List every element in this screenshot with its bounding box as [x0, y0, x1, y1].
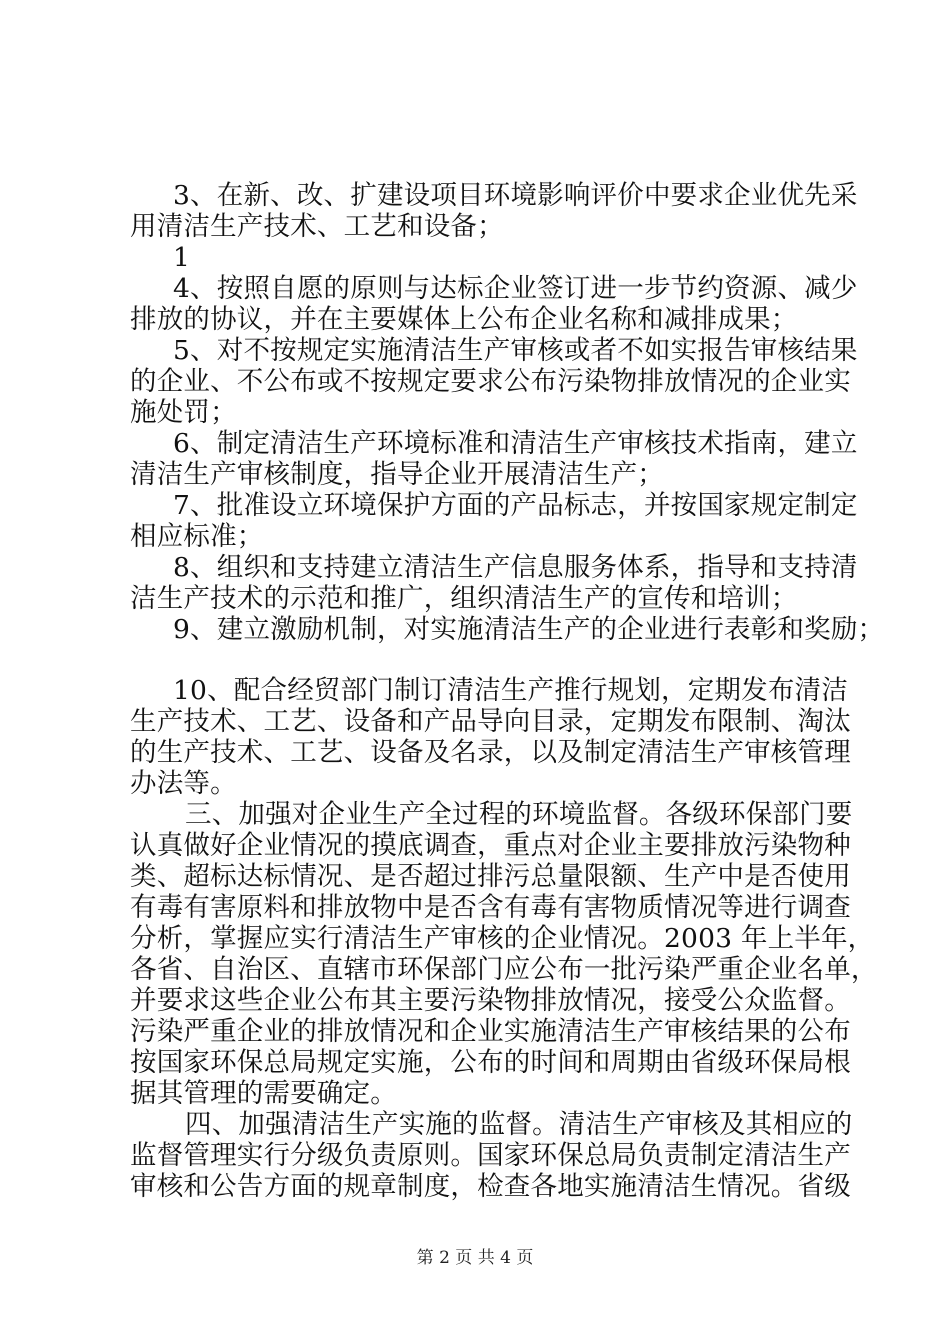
paragraph-line: 8、组织和支持建立清洁生产信息服务体系，指导和支持清 [173, 552, 858, 583]
paragraph-line: 排放的协议，并在主要媒体上公布企业名称和减排成果； [130, 304, 798, 335]
paragraph-line: 施处罚； [130, 397, 237, 428]
paragraph-line: 9、建立激励机制，对实施清洁生产的企业进行表彰和奖励； [173, 614, 885, 645]
paragraph-line: 三、加强对企业生产全过程的环境监督。各级环保部门要 [185, 799, 853, 830]
paragraph-line: 认真做好企业情况的摸底调查，重点对企业主要排放污染物种 [130, 830, 851, 861]
paragraph-line: 并要求这些企业公布其主要污染物排放情况，接受公众监督。 [130, 985, 851, 1016]
paragraph-line: 清洁生产审核制度，指导企业开展清洁生产； [130, 459, 664, 490]
paragraph-line: 按国家环保总局规定实施，公布的时间和周期由省级环保局根 [130, 1047, 851, 1078]
paragraph-line: 污染严重企业的排放情况和企业实施清洁生产审核结果的公布 [130, 1016, 851, 1047]
paragraph-line: 生产技术、工艺、设备和产品导向目录，定期发布限制、淘汰 [130, 706, 851, 737]
paragraph-line: 的企业、不公布或不按规定要求公布污染物排放情况的企业实 [130, 366, 851, 397]
paragraph-line: 有毒有害原料和排放物中是否含有毒有害物质情况等进行调查 [130, 892, 851, 923]
page-footer: 第 2 页 共 4 页 [416, 1248, 534, 1268]
paragraph-line: 各省、自治区、直辖市环保部门应公布一批污染严重企业名单， [130, 954, 878, 985]
paragraph-line: 据其管理的需要确定。 [130, 1078, 397, 1109]
page-number-marker: 1 [173, 242, 191, 273]
paragraph-line: 监督管理实行分级负责原则。国家环保总局负责制定清洁生产 [130, 1140, 851, 1171]
paragraph-line: 10、配合经贸部门制订清洁生产推行规划，定期发布清洁 [173, 675, 848, 706]
paragraph-line: 类、超标达标情况、是否超过排污总量限额、生产中是否使用 [130, 861, 851, 892]
paragraph-line: 的生产技术、工艺、设备及名录，以及制定清洁生产审核管理 [130, 737, 851, 768]
paragraph-line: 分析，掌握应实行清洁生产审核的企业情况。2003 年上半年， [130, 923, 875, 954]
paragraph-line: 4、按照自愿的原则与达标企业签订进一步节约资源、减少 [173, 273, 858, 304]
paragraph-line: 审核和公告方面的规章制度，检查各地实施清洁生情况。省级 [130, 1171, 851, 1202]
paragraph-line: 7、批准设立环境保护方面的产品标志，并按国家规定制定 [173, 490, 858, 521]
paragraph-line: 3、在新、改、扩建设项目环境影响评价中要求企业优先采 [173, 180, 858, 211]
paragraph-line: 相应标准； [130, 521, 264, 552]
paragraph-line: 6、制定清洁生产环境标准和清洁生产审核技术指南，建立 [173, 428, 858, 459]
paragraph-line: 办法等。 [130, 768, 237, 799]
paragraph-line: 5、对不按规定实施清洁生产审核或者不如实报告审核结果 [173, 335, 858, 366]
paragraph-line: 洁生产技术的示范和推广，组织清洁生产的宣传和培训； [130, 583, 798, 614]
paragraph-line: 四、加强清洁生产实施的监督。清洁生产审核及其相应的 [185, 1109, 853, 1140]
paragraph-line: 用清洁生产技术、工艺和设备； [130, 211, 504, 242]
